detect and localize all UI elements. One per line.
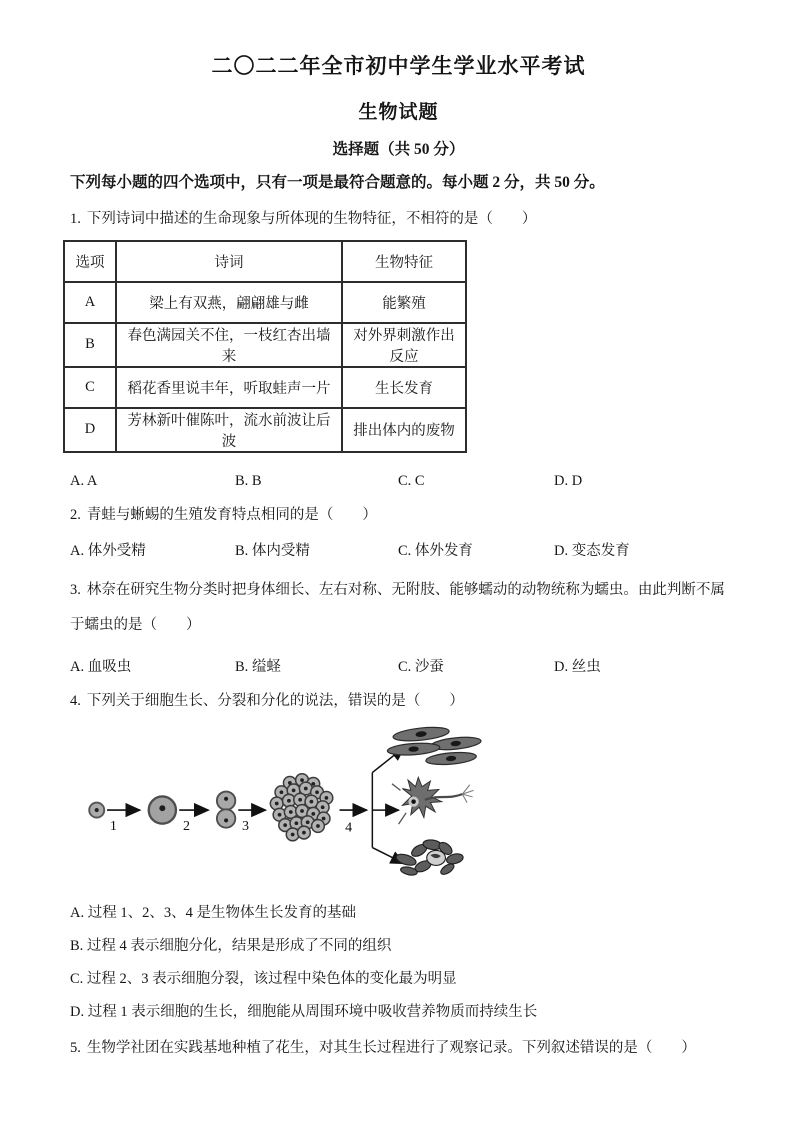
table-cell: 生长发育 [342, 367, 466, 408]
table-cell: 芳林新叶催陈叶，流水前波让后波 [116, 408, 342, 452]
small-cell-illustration [89, 803, 104, 818]
cell-diagram [76, 721, 727, 891]
option-b: B. 体内受精 [235, 542, 310, 559]
question-2-text: 青蛙与蜥蜴的生殖发育特点相同的是（ ） [86, 506, 377, 523]
question-4-option-d: D. 过程 1 表示细胞的生长，细胞能从周围环境中吸收营养物质而持续生长 [70, 1004, 538, 1021]
option-a: A. A [70, 472, 98, 489]
table-cell: B [64, 323, 116, 367]
table-header-feature: 生物特征 [342, 241, 466, 282]
process-label-2: 2 [182, 817, 190, 834]
option-c: C. 体外发育 [398, 542, 473, 559]
table-cell: 能繁殖 [342, 282, 466, 323]
table-row [64, 408, 466, 452]
question-3-options [70, 655, 727, 676]
instructions-line: 下列每小题的四个选项中，只有一项是最符合题意的。每小题 2 分，共 50 分。 [70, 174, 605, 191]
process-label-3: 3 [242, 817, 250, 834]
dividing-cells-illustration [217, 792, 235, 828]
question-5-stem [70, 1036, 727, 1061]
question-2-number: 2. [70, 506, 81, 523]
option-a: A. 体外受精 [70, 542, 146, 559]
table-cell: D [64, 408, 116, 452]
table-row [64, 367, 466, 408]
tissue-cells-illustration [395, 839, 464, 877]
question-4-number: 4. [70, 692, 81, 709]
question-2-options [70, 539, 727, 560]
table-header-option: 选项 [64, 241, 116, 282]
process-label-4: 4 [345, 819, 353, 836]
option-c: C. 沙蚕 [398, 658, 444, 675]
question-2-stem [70, 503, 727, 528]
question-1-text: 下列诗词中描述的生命现象与所体现的生物特征，不相符的是（ ） [86, 211, 537, 228]
table-cell: 排出体内的废物 [342, 408, 466, 452]
table-cell: 稻花香里说丰年，听取蛙声一片 [116, 367, 342, 408]
question-3-text: 林奈在研究生物分类时把身体细长、左右对称、无附肢、能够蠕动的动物统称为蠕虫。由此判断不属于蠕虫的是（ ） [70, 581, 725, 634]
question-3-stem [70, 573, 727, 644]
question-5-text: 生物学社团在实践基地种植了花生，对其生长过程进行了观察记录。下列叙述错误的是（ ） [86, 1040, 696, 1057]
differentiation-branch-arrows [372, 747, 404, 863]
option-d: D. 变态发育 [554, 542, 630, 559]
question-1-number: 1. [70, 211, 81, 228]
table-cell: 春色满园关不住，一枝红杏出墙来 [116, 323, 342, 367]
table-header-poem: 诗词 [116, 241, 342, 282]
process-label-1: 1 [109, 817, 117, 834]
question-1-options [70, 473, 727, 490]
question-1-table [63, 240, 467, 453]
question-4-option-c: C. 过程 2、3 表示细胞分裂，该过程中染色体的变化最为明显 [70, 971, 457, 988]
cell-diagram-svg [76, 721, 484, 886]
page-title: 二〇二二年全市初中学生学业水平考试 [211, 54, 586, 78]
option-b: B. B [235, 472, 262, 489]
question-4-text: 下列关于细胞生长、分裂和分化的说法，错误的是（ ） [86, 692, 464, 709]
table-row [64, 323, 466, 367]
table-row [64, 282, 466, 323]
option-d: D. 丝虫 [554, 658, 601, 675]
question-4-option-b: B. 过程 4 表示细胞分化，结果是形成了不同的组织 [70, 938, 392, 955]
table-cell: 梁上有双燕，翩翩雄与雌 [116, 282, 342, 323]
section-heading: 选择题（共 50 分） [332, 141, 465, 158]
option-c: C. C [398, 472, 425, 489]
option-d: D. D [554, 472, 583, 489]
page-subtitle: 生物试题 [358, 102, 439, 123]
table-cell: C [64, 367, 116, 408]
grown-cell-illustration [149, 797, 176, 824]
table-cell: A [64, 282, 116, 323]
question-4-stem [70, 689, 727, 714]
option-b: B. 缢蛏 [235, 658, 281, 675]
option-a: A. 血吸虫 [70, 658, 132, 675]
neuron-illustration [392, 777, 474, 824]
table-cell: 对外界刺激作出反应 [342, 323, 466, 367]
question-5-number: 5. [70, 1040, 81, 1057]
question-4-option-a: A. 过程 1、2、3、4 是生物体生长发育的基础 [70, 905, 356, 922]
question-3-number: 3. [70, 581, 81, 598]
muscle-cells-illustration [387, 725, 482, 766]
table-header-row [64, 241, 466, 282]
question-1-stem [70, 207, 727, 232]
